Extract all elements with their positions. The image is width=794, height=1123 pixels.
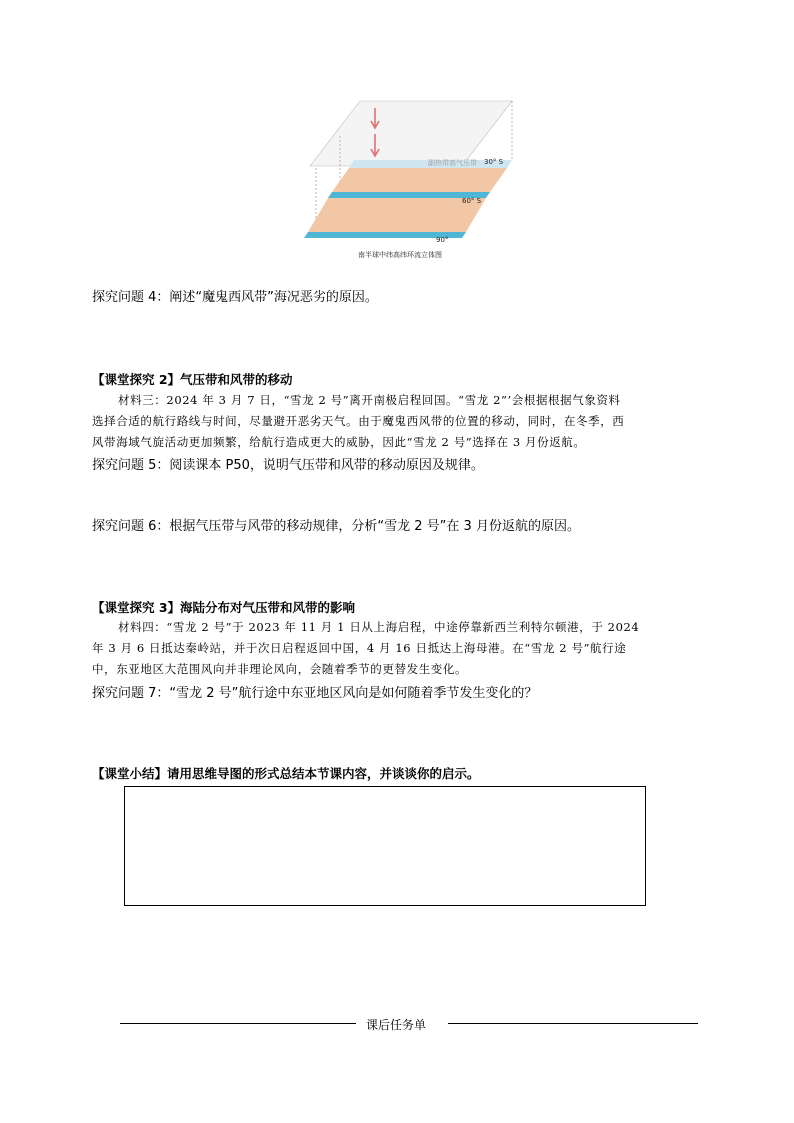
material-3-line: 选择合适的航行路线与时间，尽量避开恶劣天气。由于魔鬼西风带的位置的移动，同时，在冬季，西 (92, 414, 625, 428)
label-lat-60: 60° S (462, 197, 482, 205)
section-2-title: 【课堂探究 2】气压带和风带的移动 (92, 372, 293, 387)
material-3-line: 材料三：2024 年 3 月 7 日，“雪龙 2 号”离开南极启程回国。“雪龙 2”’会根据根据气象资料 (118, 393, 621, 407)
question-5: 探究问题 5：阅读课本 P50，说明气压带和风带的移动原因及规律。 (92, 458, 484, 473)
question-4: 探究问题 4：阐述“魔鬼西风带”海况恶劣的原因。 (92, 290, 378, 305)
material-4-line: 中，东亚地区大范围风向并非理论风向，会随着季节的更替发生变化。 (92, 662, 468, 676)
question-6: 探究问题 6：根据气压带与风带的移动规律，分析“雪龙 2 号”在 3 月份返航的原因。 (92, 519, 580, 534)
section-3-title: 【课堂探究 3】海陆分布对气压带和风带的影响 (92, 600, 356, 615)
footer-rule-right (448, 1023, 698, 1024)
westerly-band-upper (332, 168, 507, 192)
summary-title: 【课堂小结】请用思维导图的形式总结本节课内容，并谈谈你的启示。 (92, 766, 480, 781)
circulation-3d-figure (300, 96, 530, 266)
label-subtropical-high: 副热带高气压带 (428, 159, 477, 167)
circulation-3d-diagram (300, 96, 530, 266)
material-4-line: 年 3 月 6 日抵达秦岭站，并于次日启程返回中国，4 月 16 日抵达上海母港。在“雪龙 2 号”航行途 (92, 641, 627, 655)
figure-caption: 南半球中纬高纬环流立体图 (358, 251, 442, 259)
material-4-line: 材料四：“雪龙 2 号”于 2023 年 11 月 1 日从上海启程，中途停靠新西兰利特尔顿港，于 2024 (118, 620, 640, 634)
westerly-band-lower (308, 198, 486, 232)
question-7: 探究问题 7：“雪龙 2 号”航行途中东亚地区风向是如何随着季节发生变化的？ (92, 686, 538, 701)
label-lat-90: 90° (436, 236, 449, 244)
mind-map-answer-box[interactable] (124, 786, 646, 906)
label-lat-30: 30° S (484, 158, 504, 166)
material-3-line: 风带海域气旋活动更加频繁，给航行造成更大的威胁，因此“雪龙 2 号”选择在 3 月份返航。 (92, 435, 586, 449)
footer-label: 课后任务单 (366, 1018, 427, 1032)
footer-rule-left (120, 1023, 356, 1024)
